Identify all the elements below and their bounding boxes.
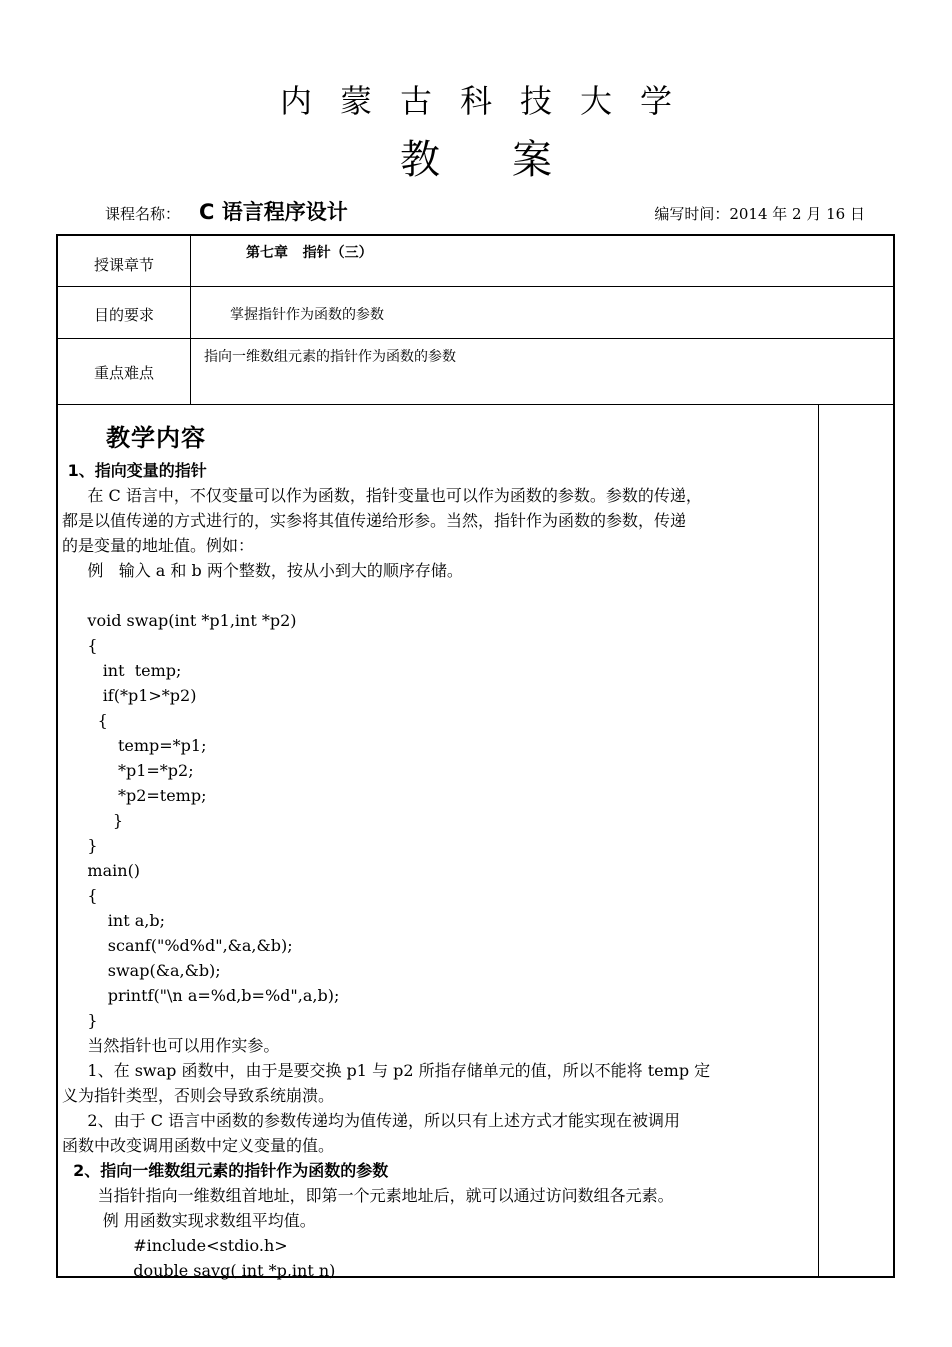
label-column-divider [190,236,191,404]
row-value-chapter: 第七章 指针（三） [246,245,373,261]
lesson-table [56,234,895,1278]
content-title: 教学内容 [106,424,206,452]
text-line: 当指针指向一维数组首地址，即第一个元素地址后，就可以通过访问数组各元素。 [62,1186,674,1205]
code-line: *p2=temp; [62,786,207,805]
text-line: 当然指针也可以用作实参。 [62,1036,280,1055]
text-line: 在 C 语言中，不仅变量可以作为函数，指针变量也可以作为函数的参数。参数的传递， [62,486,702,505]
text-line: 2、由于 C 语言中函数的参数传递均为值传递，所以只有上述方式才能实现在被调用 [62,1111,681,1130]
row-value-keypoints: 指向一维数组元素的指针作为函数的参数 [204,349,456,365]
university-title: 内蒙古科技大学 [279,82,700,120]
code-line: { [62,886,98,905]
written-date: 编写时间：2014 年 2 月 16 日 [654,205,865,223]
code-line: if(*p1>*p2) [62,686,197,705]
code-line: int temp; [62,661,182,680]
text-line: 的是变量的地址值。例如： [62,536,255,555]
code-line: scanf("%d%d",&a,&b); [62,936,293,955]
row-label-objective: 目的要求 [93,306,154,324]
course-meta [105,196,865,224]
code-line: } [62,1011,98,1030]
code-line: double savg( int *p,int n) [62,1261,336,1280]
row-divider [58,286,893,287]
code-line: void swap(int *p1,int *p2) [62,611,297,630]
code-line: { [62,636,98,655]
course-name: C 语言程序设计 [199,200,348,224]
text-line: 义为指针类型，否则会导致系统崩溃。 [62,1086,335,1105]
code-line: { [62,711,108,730]
code-line: swap(&a,&b); [62,961,221,980]
code-line: } [62,811,124,830]
row-value-objective: 掌握指针作为函数的参数 [230,307,384,323]
code-line: printf("\n a=%d,b=%d",a,b); [62,986,340,1005]
text-line: 都是以值传递的方式进行的，实参将其值传递给形参。当然，指针作为函数的参数，传递 [62,511,687,530]
code-line: temp=*p1; [62,736,207,755]
code-line: int a,b; [62,911,165,930]
code-line: } [62,836,98,855]
margin-column-divider [818,404,819,1278]
code-line: main() [62,861,141,880]
text-line: 例 输入 a 和 b 两个整数，按从小到大的顺序存储。 [62,561,463,580]
section-heading: 2、指向一维数组元素的指针作为函数的参数 [62,1161,389,1180]
row-divider [58,404,893,405]
row-label-keypoints: 重点难点 [93,364,154,382]
text-line: 函数中改变调用函数中定义变量的值。 [62,1136,335,1155]
text-line: 例 用函数实现求数组平均值。 [62,1211,316,1230]
text-line: 1、在 swap 函数中，由于是要交换 p1 与 p2 所指存储单元的值，所以不能将 temp 定 [62,1061,711,1080]
code-line: *p1=*p2; [62,761,194,780]
row-label-chapter: 授课章节 [93,256,154,274]
document-type-title: 教案 [400,137,624,183]
section-heading: 1、指向变量的指针 [62,461,207,480]
course-label: 课程名称： [105,205,181,223]
row-divider [58,338,893,339]
code-line: #include<stdio.h> [62,1236,288,1255]
